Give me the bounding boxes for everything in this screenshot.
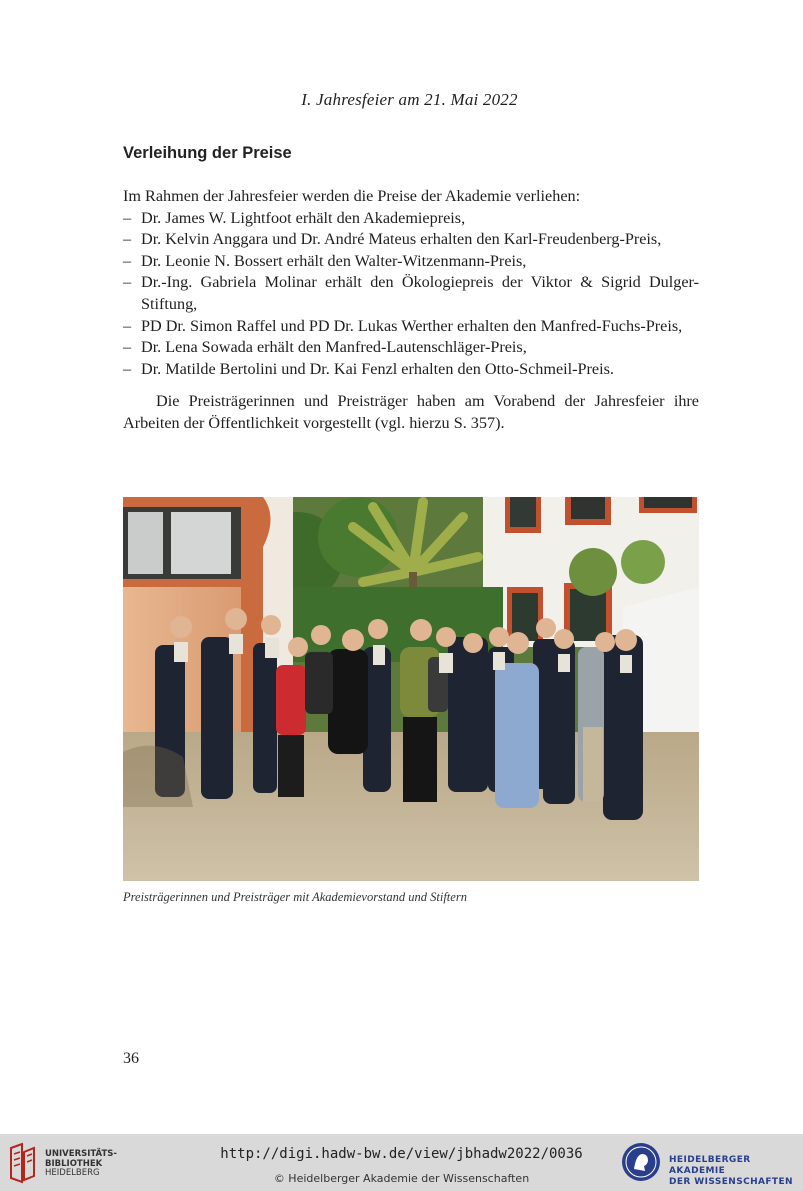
prize-item: – Dr. Lena Sowada erhält den Manfred-Lautenschläger-Preis, [123,338,527,357]
prize-list [123,208,699,381]
document-url[interactable]: http://digi.hadw-bw.de/view/jbhadw2022/0036 [220,1146,583,1162]
prize-item: – Dr. Matilde Bertolini und Dr. Kai Fenzl erhalten den Otto-Schmeil-Preis. [123,359,614,378]
intro-paragraph: Im Rahmen der Jahresfeier werden die Preise der Akademie verliehen: [123,187,581,205]
body-paragraph: Die Preisträgerinnen und Preisträger haben am Vorabend der Jahresfeier ihre Arbeiten der Öffentlichkeit vorgestellt (vgl. hierzu S. 357). [123,392,699,432]
running-title: I. Jahresfeier am 21. Mai 2022 [301,90,518,109]
ub-logo-text: UNIVERSITÄTS- BIBLIOTHEK HEIDELBERG [45,1149,117,1178]
viewer-footer [0,1134,803,1191]
group-photo [123,497,699,881]
running-header [0,90,803,110]
prize-item: – PD Dr. Simon Raffel und PD Dr. Lukas Werther erhalten den Manfred-Fuchs-Preis, [123,316,683,335]
hadw-seal-icon [620,1141,662,1183]
hadw-logo-text: HEIDELBERGER AKADEMIE DER WISSENSCHAFTEN [669,1155,793,1187]
hadw-logo[interactable] [620,1141,800,1185]
copyright-notice: © Heidelberger Akademie der Wissenschaften [273,1172,530,1185]
section-title: Verleihung der Preise [123,144,292,162]
prize-item: – Dr.-Ing. Gabriela Molinar erhält den Ökologiepreis der Viktor & Sigrid Dulger-Stiftung, [123,273,699,313]
figure-caption: Preisträgerinnen und Preisträger mit Akademievorstand und Stiftern [123,890,467,904]
prize-item: – Dr. Leonie N. Bossert erhält den Walter-Witzenmann-Preis, [123,251,527,270]
prize-item: – Dr. James W. Lightfoot erhält den Akademiepreis, [123,208,466,227]
body-text [123,186,699,435]
prize-item: – Dr. Kelvin Anggara und Dr. André Mateus erhalten den Karl-Freudenberg-Preis, [123,230,662,249]
page-number: 36 [123,1050,139,1067]
